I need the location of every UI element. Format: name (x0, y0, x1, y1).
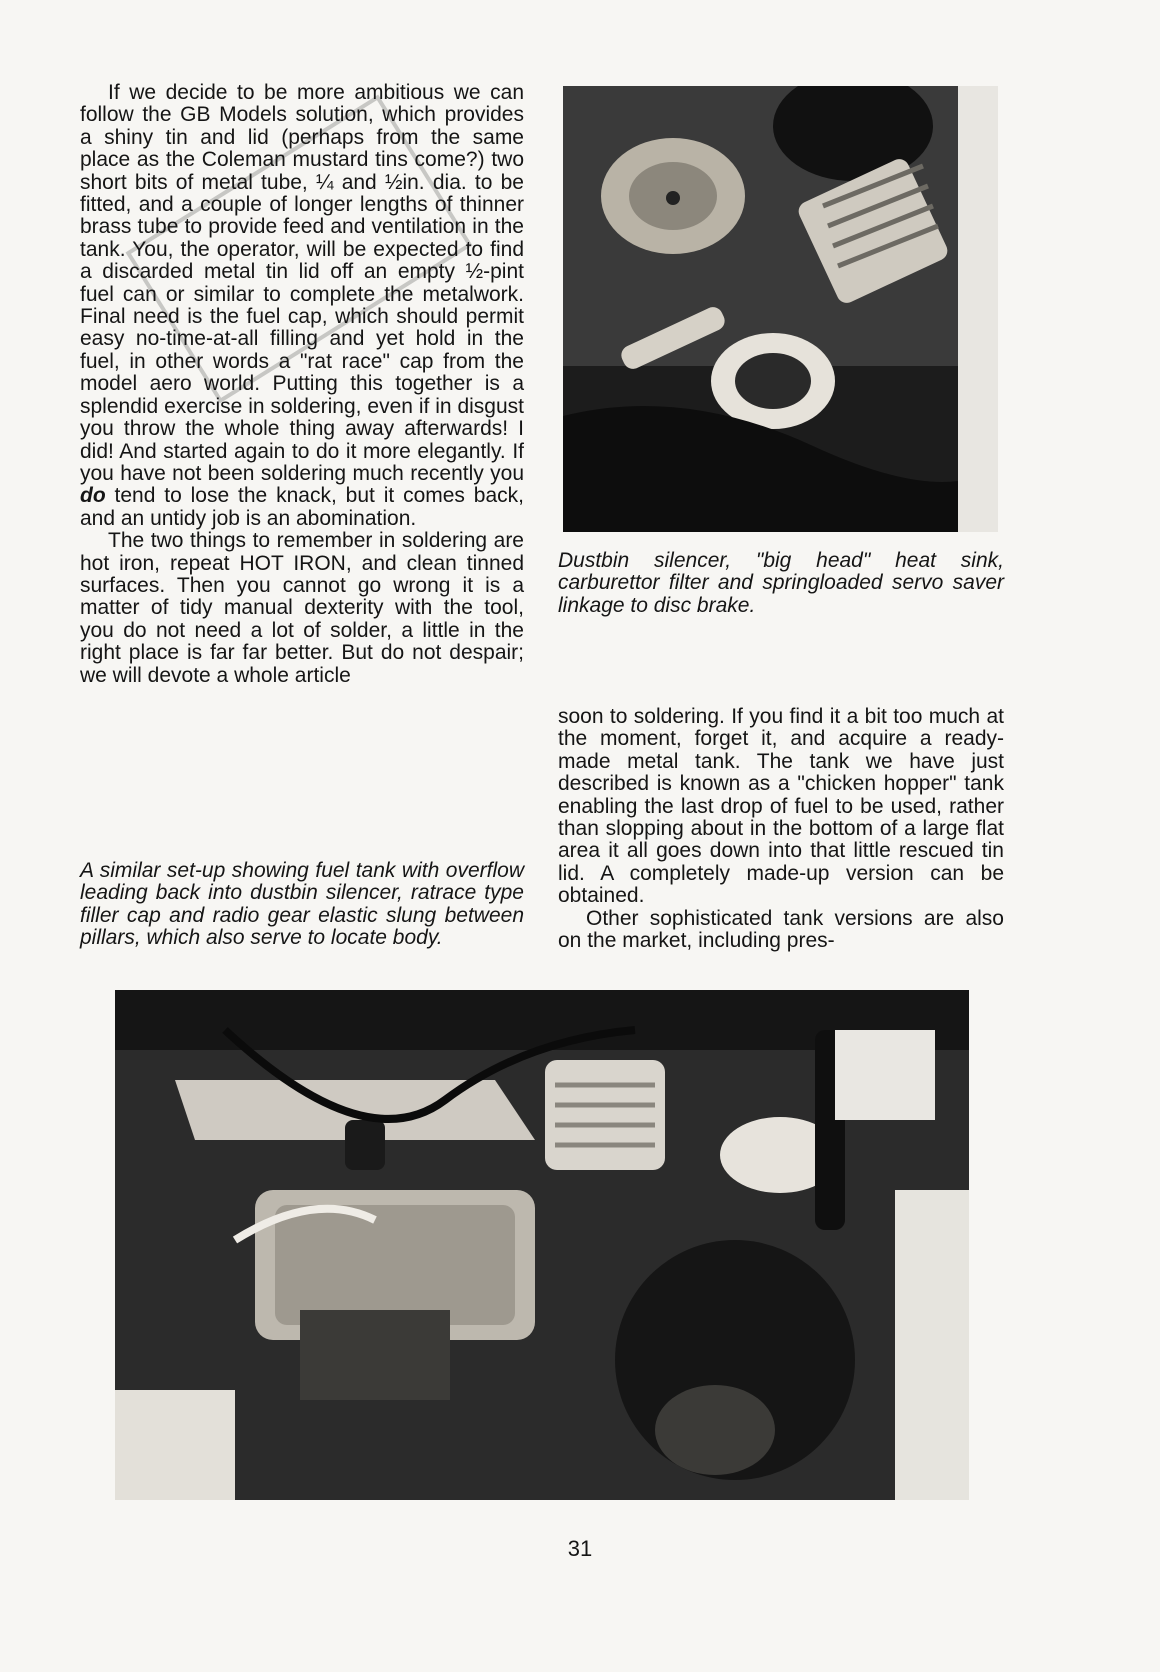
page-number: 31 (567, 1536, 593, 1561)
right-text-column (558, 706, 1004, 952)
engine-photo-bottom (115, 990, 969, 1500)
right-paragraph-2: Other sophisticated tank versions are also on the market, including pres- (558, 906, 1004, 953)
left-paragraph-1 (80, 82, 524, 530)
bottom-photo-caption: A similar set-up showing fuel tank with overflow leading back into dustbin silencer, ratrace type filler cap and radio gear elastic slung between pillars, which also serve to locate body. (80, 859, 524, 950)
right-paragraph-1: soon to soldering. If you find it a bit too much at the moment, forget it, and acquire a ready-made metal tank. The tank we have just described is known as a "chicken hopper" tank enabling the last drop of fuel to be used, rather than slopping about in the bottom of a large flat area it all goes down into that little rescued tin lid. A completely made-up version can be obtained. (558, 705, 1004, 908)
emphasis-do: do (80, 484, 106, 508)
engine-photo-top (563, 86, 998, 532)
left-paragraph-1-text: If we decide to be more ambitious we can follow the GB Models solution, which provides a shiny tin and lid (perhaps from the same place as the Coleman mustard tins come?) two short bits of metal tube, ¼ and ½in. dia. to be fitted, and a couple of longer lengths of thinner brass tube to provide feed and ventilation in the tank. You, the operator, will be expected to find a discarded metal tin lid off an empty ½-pint fuel can or similar to complete the metalwork. Final need is the fuel cap, which should permit easy no-time-at-all filling and yet hold in the fuel, in other words a "rat race" cap from the model aero world. Putting this together is a splendid exercise in soldering, even if in disgust you throw the whole thing away afterwards! I did! And started again to do it more elegantly. If you have not been soldering much recently you (80, 81, 524, 485)
left-paragraph-2: The two things to remember in soldering are hot iron, repeat HOT IRON, and clean tinned surfaces. Then you cannot go wrong it is a matter of tidy manual dexterity with the tool, you do not need a lot of solder, a little in the right place is far far better. But do not despair; we will devote a whole article (80, 529, 524, 687)
top-photo-caption: Dustbin silencer, "big head" heat sink, carburettor filter and springloaded servo saver linkage to disc brake. (558, 549, 1004, 617)
left-paragraph-1-tail: tend to lose the knack, but it comes back, and an untidy job is an abomination. (80, 484, 524, 530)
left-text-column (80, 82, 524, 687)
